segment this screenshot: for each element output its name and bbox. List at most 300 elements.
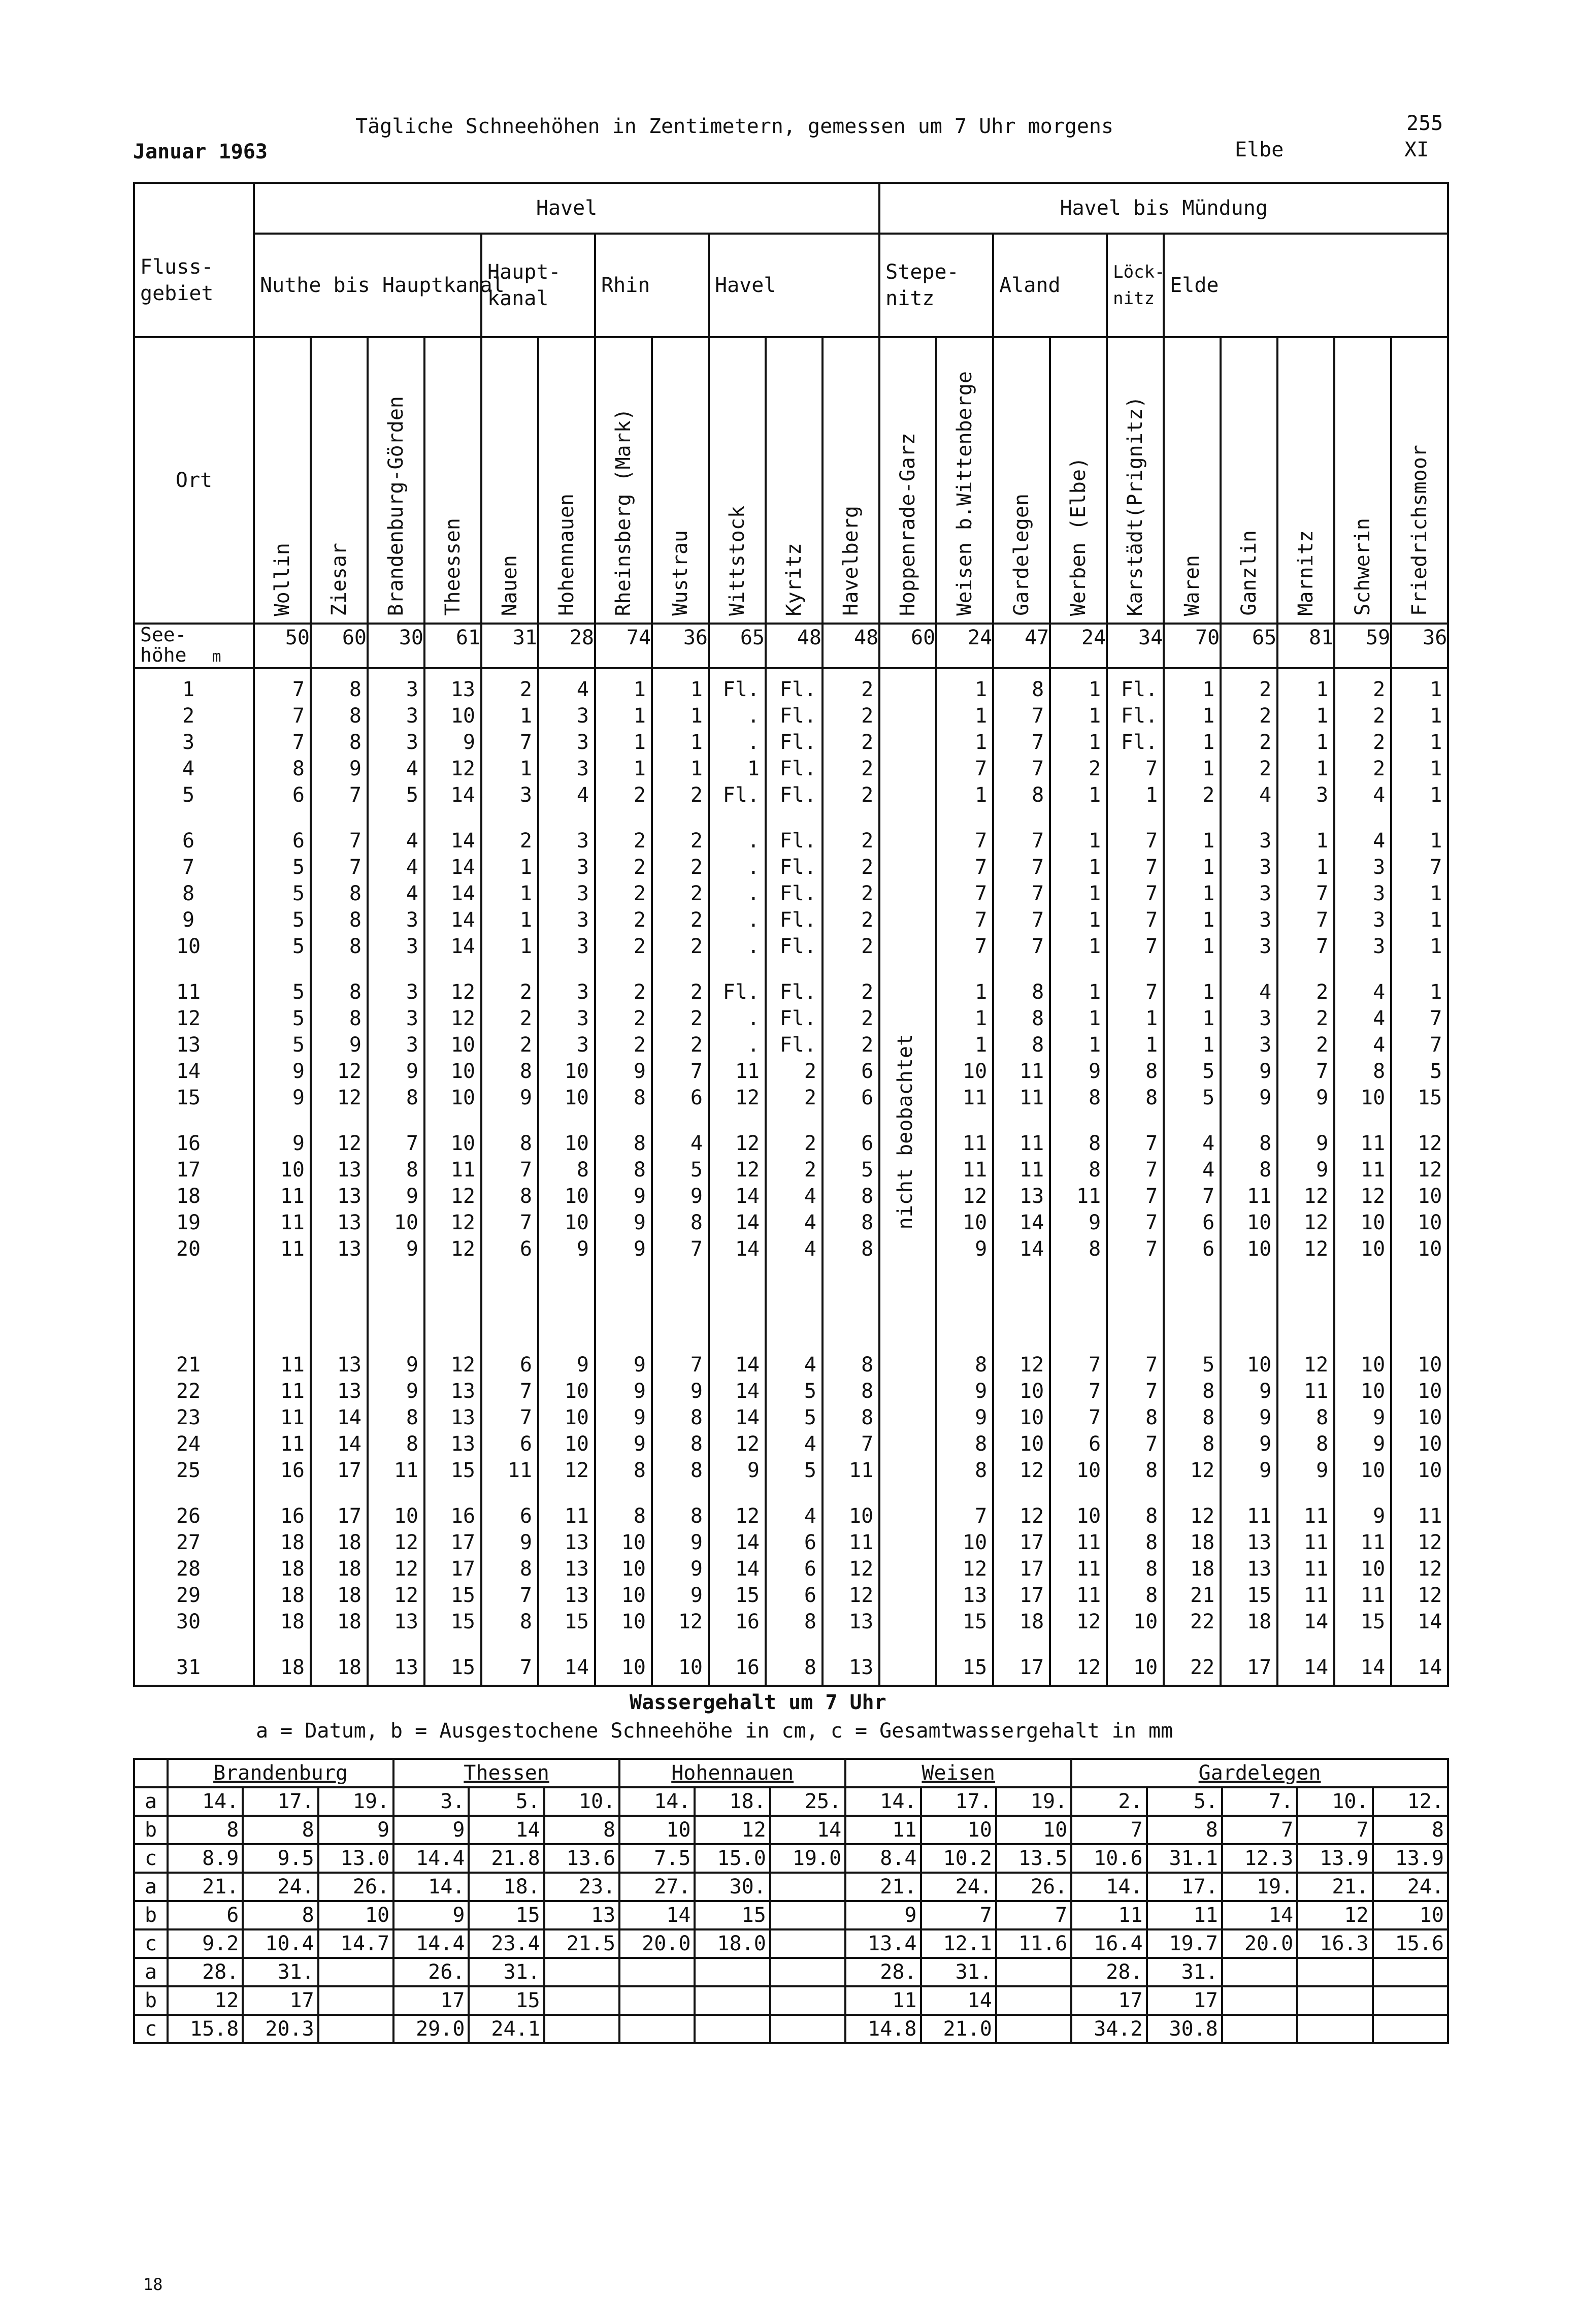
snow-value: 2 xyxy=(633,783,646,807)
snow-value: 18 xyxy=(280,1610,305,1634)
snow-value: 12 xyxy=(1360,1185,1386,1208)
snow-value: 7 xyxy=(1032,731,1044,754)
flussgebiet-label: Fluss- gebiet xyxy=(134,183,254,337)
snow-value: 11 xyxy=(280,1185,305,1208)
station-label: Ganzlin xyxy=(1237,530,1261,616)
snow-value: 2 xyxy=(1316,1007,1329,1030)
snow-value: 8 xyxy=(406,1406,418,1430)
value-column xyxy=(709,1639,766,1686)
snow-value: 8 xyxy=(975,1432,988,1456)
page-mark: 18 xyxy=(143,2275,163,2294)
snow-value: 11 xyxy=(280,1211,305,1234)
snow-value: 12 xyxy=(735,1158,760,1182)
snow-value: 6 xyxy=(861,1132,874,1155)
station-label: Rheinsberg (Mark) xyxy=(612,408,635,616)
snow-value: 16 xyxy=(735,1656,760,1680)
water-value: 9 xyxy=(845,1901,920,1929)
value-column xyxy=(1334,964,1391,1115)
snow-value: 7 xyxy=(975,1504,988,1528)
snow-value: 13 xyxy=(848,1656,874,1680)
snow-value: 1 xyxy=(519,757,532,780)
snow-value: 3 xyxy=(576,908,589,932)
snow-value: 14 xyxy=(450,829,475,853)
snow-value: 1 xyxy=(690,704,703,728)
snow-value: 11 xyxy=(1076,1584,1101,1608)
value-column xyxy=(823,964,879,1115)
value-column xyxy=(1107,1336,1164,1488)
snow-value: 1 xyxy=(1089,882,1101,905)
snow-value: 4 xyxy=(1373,783,1386,807)
snow-value: 10 xyxy=(1418,1237,1442,1261)
water-value: 13.5 xyxy=(996,1844,1071,1873)
value-column xyxy=(1164,1336,1221,1488)
value-column xyxy=(481,1639,538,1686)
station-1 xyxy=(311,337,368,624)
water-value: 14 xyxy=(1222,1901,1297,1929)
ort-label: Ort xyxy=(134,337,254,624)
snow-value: 9 xyxy=(406,1060,418,1083)
snow-value: 9 xyxy=(519,1086,532,1109)
value-column xyxy=(1334,668,1391,812)
snow-value: 11 xyxy=(1360,1132,1386,1155)
snow-value: 1 xyxy=(975,678,988,701)
snow-value: 1 xyxy=(519,704,532,728)
snow-value: 13 xyxy=(564,1584,589,1608)
value-column xyxy=(254,1639,311,1686)
snow-value: 2 xyxy=(690,882,703,905)
water-value xyxy=(1222,1958,1297,1986)
station-9 xyxy=(766,337,823,624)
day-number: 20 xyxy=(176,1237,201,1261)
snow-value: 6 xyxy=(804,1584,816,1608)
snow-value: 6 xyxy=(519,1237,532,1261)
water-value: 20.3 xyxy=(243,2015,318,2043)
snow-value: 10 xyxy=(621,1584,646,1608)
snow-value: 4 xyxy=(1202,1158,1215,1182)
water-value: 16.4 xyxy=(1071,1929,1146,1958)
snow-value: 4 xyxy=(406,856,418,879)
snow-value: 10 xyxy=(1076,1459,1101,1483)
snow-value: 15 xyxy=(450,1610,475,1634)
snow-value: 17 xyxy=(1019,1656,1044,1680)
station-3 xyxy=(424,337,481,624)
snow-value: 8 xyxy=(349,882,361,905)
snow-value: 1 xyxy=(1089,704,1101,728)
day-column xyxy=(134,1336,254,1488)
water-value: 8 xyxy=(544,1816,619,1844)
snow-value: 3 xyxy=(576,704,589,728)
snow-value: 9 xyxy=(406,1380,418,1403)
snow-value: 8 xyxy=(861,1406,874,1430)
snow-value: Fl. xyxy=(722,678,760,701)
water-value xyxy=(695,2015,770,2043)
value-column xyxy=(595,964,652,1115)
value-column xyxy=(368,1639,424,1686)
snow-value: 1 xyxy=(975,783,988,807)
station-label: Werben (Elbe) xyxy=(1067,456,1091,616)
water-row xyxy=(134,2015,1448,2043)
snow-value: 6 xyxy=(690,1086,703,1109)
snow-value: 2 xyxy=(1259,757,1272,780)
value-column xyxy=(1391,668,1448,812)
water-value: 8.9 xyxy=(168,1844,243,1873)
snow-value: 13 xyxy=(450,678,475,701)
snow-value: 15 xyxy=(450,1656,475,1680)
snow-value: 12 xyxy=(1190,1459,1215,1483)
snow-value: 7 xyxy=(292,678,305,701)
snow-value: Fl. xyxy=(779,783,816,807)
day-number: 13 xyxy=(176,1033,201,1057)
water-value xyxy=(996,1958,1071,1986)
snow-value: 8 xyxy=(1032,678,1044,701)
value-column xyxy=(993,1336,1050,1488)
water-value xyxy=(1297,2015,1372,2043)
snow-value: 9 xyxy=(633,1211,646,1234)
value-column xyxy=(1221,1488,1277,1639)
snow-value: 3 xyxy=(406,704,418,728)
snow-value: 11 xyxy=(1019,1132,1044,1155)
snow-value: 12 xyxy=(337,1086,361,1109)
snow-value: 9 xyxy=(1373,1504,1386,1528)
water-value: 23.4 xyxy=(469,1929,544,1958)
snow-value: 7 xyxy=(1316,1060,1329,1083)
snow-value: Fl. xyxy=(779,731,816,754)
snow-value: 12 xyxy=(1418,1557,1442,1581)
snow-value: 1 xyxy=(1202,980,1215,1004)
snow-value: 12 xyxy=(450,1211,475,1234)
snow-value: Fl. xyxy=(722,783,760,807)
value-column xyxy=(538,964,595,1115)
station-label: Nauen xyxy=(498,554,521,616)
water-legend: a = Datum, b = Ausgestochene Schneehöhe in cm, c = Gesamtwassergehalt in mm xyxy=(256,1719,1173,1743)
snow-value: 10 xyxy=(1418,1353,1442,1377)
snow-value: 8 xyxy=(1089,1132,1101,1155)
snow-value: 8 xyxy=(406,1158,418,1182)
snow-value: 9 xyxy=(292,1132,305,1155)
snow-value: 10 xyxy=(1418,1406,1442,1430)
snow-value: 5 xyxy=(406,783,418,807)
value-column xyxy=(424,1639,481,1686)
snow-value: 2 xyxy=(804,1086,816,1109)
value-column xyxy=(595,1336,652,1488)
day-number: 9 xyxy=(182,908,195,932)
snow-value: 13 xyxy=(450,1432,475,1456)
snow-value: 7 xyxy=(1089,1406,1101,1430)
snow-value: 2 xyxy=(633,856,646,879)
snow-value: 12 xyxy=(962,1557,988,1581)
month-label: Januar 1963 xyxy=(133,140,268,163)
snow-value: 2 xyxy=(1373,678,1386,701)
snow-value: 8 xyxy=(349,935,361,958)
snow-value: 3 xyxy=(1373,908,1386,932)
snow-value: 3 xyxy=(1373,856,1386,879)
snow-value: 2 xyxy=(861,1033,874,1057)
elevation-6: 74 xyxy=(595,624,652,668)
snow-value: 8 xyxy=(1145,1584,1158,1608)
water-value: 7 xyxy=(921,1901,996,1929)
snow-value: 8 xyxy=(292,757,305,780)
water-value: 7 xyxy=(1071,1816,1146,1844)
day-number: 18 xyxy=(176,1185,201,1208)
snow-value: 12 xyxy=(678,1610,703,1634)
snow-value: 1 xyxy=(1145,783,1158,807)
value-column xyxy=(1221,1115,1277,1336)
snow-value: 5 xyxy=(292,935,305,958)
snow-value: 2 xyxy=(1259,704,1272,728)
value-column xyxy=(1334,1336,1391,1488)
group-havel-muendung: Havel bis Mündung xyxy=(879,183,1448,234)
snow-value: Fl. xyxy=(779,678,816,701)
snow-value: 10 xyxy=(564,1432,589,1456)
water-value: 17 xyxy=(1071,1986,1146,2015)
value-column xyxy=(879,668,936,812)
water-value: 18.0 xyxy=(695,1929,770,1958)
water-row-label: c xyxy=(134,1929,168,1958)
snow-value: 9 xyxy=(1259,1086,1272,1109)
snow-value: 3 xyxy=(1259,1007,1272,1030)
snow-value: 7 xyxy=(519,1584,532,1608)
snow-value: 8 xyxy=(1145,1531,1158,1555)
snow-value: 2 xyxy=(1089,757,1101,780)
snow-value: 10 xyxy=(564,1132,589,1155)
snow-value: 11 xyxy=(848,1459,874,1483)
snow-value: 2 xyxy=(861,704,874,728)
snow-value: 9 xyxy=(690,1380,703,1403)
snow-value: 1 xyxy=(1202,757,1215,780)
snow-value: 1 xyxy=(1202,856,1215,879)
snow-value: 10 xyxy=(1019,1380,1044,1403)
day-number: 11 xyxy=(176,980,201,1004)
snow-value: 1 xyxy=(1202,1033,1215,1057)
snow-value: 8 xyxy=(804,1610,816,1634)
snow-value: 3 xyxy=(576,1033,589,1057)
snow-value: 7 xyxy=(975,757,988,780)
snow-value: 15 xyxy=(735,1584,760,1608)
station-label: Ziesar xyxy=(327,542,351,616)
value-column xyxy=(1050,964,1107,1115)
snow-value: 2 xyxy=(690,1033,703,1057)
water-value xyxy=(1297,1958,1372,1986)
snow-value: 1 xyxy=(519,856,532,879)
snow-value: 11 xyxy=(1303,1380,1329,1403)
value-column xyxy=(1277,1336,1334,1488)
snow-value: Fl. xyxy=(779,1033,816,1057)
snow-value: 8 xyxy=(1145,1086,1158,1109)
snow-value: 1 xyxy=(1089,1007,1101,1030)
snow-value: 7 xyxy=(1145,757,1158,780)
water-value: 34.2 xyxy=(1071,2015,1146,2043)
snow-value: 12 xyxy=(1418,1158,1442,1182)
station-label: Marnitz xyxy=(1294,530,1318,616)
snow-value: 10 xyxy=(450,704,475,728)
snow-value: 2 xyxy=(633,908,646,932)
snow-value: 1 xyxy=(633,704,646,728)
snow-depth-table xyxy=(133,182,1447,1685)
snow-value: 7 xyxy=(349,829,361,853)
water-value xyxy=(619,1958,695,1986)
snow-value: 8 xyxy=(1089,1237,1101,1261)
elevation-5: 28 xyxy=(538,624,595,668)
snow-value: 1 xyxy=(1430,882,1442,905)
snow-value: 14 xyxy=(735,1353,760,1377)
snow-value: 8 xyxy=(1089,1158,1101,1182)
snow-value: 1 xyxy=(690,678,703,701)
snow-value: 4 xyxy=(406,882,418,905)
snow-value: Fl. xyxy=(779,757,816,780)
snow-value: 14 xyxy=(1418,1610,1442,1634)
value-column xyxy=(254,812,311,964)
river-1: Haupt- kanal xyxy=(481,234,595,337)
snow-value: 11 xyxy=(1418,1504,1442,1528)
snow-value: Fl. xyxy=(779,704,816,728)
snow-value: 13 xyxy=(337,1158,361,1182)
day-number: 7 xyxy=(182,856,195,879)
snow-value: 12 xyxy=(337,1132,361,1155)
water-value: 18. xyxy=(469,1873,544,1901)
water-value: 8 xyxy=(1373,1816,1448,1844)
value-column xyxy=(709,964,766,1115)
snow-value: 14 xyxy=(1019,1237,1044,1261)
snow-value: 5 xyxy=(804,1459,816,1483)
value-column xyxy=(481,812,538,964)
water-value: 15 xyxy=(469,1901,544,1929)
water-value: 19.0 xyxy=(770,1844,845,1873)
station-label: Kyritz xyxy=(782,542,806,616)
snow-value: 3 xyxy=(576,1007,589,1030)
elevation-12: 24 xyxy=(936,624,993,668)
snow-value: 4 xyxy=(804,1185,816,1208)
snow-value: 8 xyxy=(1373,1060,1386,1083)
river-3: Havel xyxy=(709,234,879,337)
water-station-4: Gardelegen xyxy=(1071,1759,1448,1787)
value-column xyxy=(766,1115,823,1336)
snow-value: 9 xyxy=(463,731,475,754)
value-column xyxy=(481,964,538,1115)
river-4: Stepe- nitz xyxy=(879,234,993,337)
water-value: 23. xyxy=(544,1873,619,1901)
snow-value: 5 xyxy=(804,1380,816,1403)
day-number: 24 xyxy=(176,1432,201,1456)
value-column xyxy=(1164,1639,1221,1686)
water-row xyxy=(134,1986,1448,2015)
value-column xyxy=(879,812,936,964)
snow-value: 9 xyxy=(406,1185,418,1208)
snow-value: 12 xyxy=(962,1185,988,1208)
snow-value: 4 xyxy=(406,757,418,780)
day-number: 2 xyxy=(182,704,195,728)
water-value: 12.1 xyxy=(921,1929,996,1958)
water-value: 17 xyxy=(243,1986,318,2015)
water-value: 13.4 xyxy=(845,1929,920,1958)
water-value: 14.4 xyxy=(393,1844,469,1873)
value-column xyxy=(424,668,481,812)
snow-value: 3 xyxy=(1259,935,1272,958)
value-column xyxy=(936,1115,993,1336)
value-column xyxy=(993,812,1050,964)
snow-value: 6 xyxy=(804,1531,816,1555)
snow-value: 6 xyxy=(519,1353,532,1377)
snow-value: 8 xyxy=(406,1432,418,1456)
water-value: 7 xyxy=(996,1901,1071,1929)
water-value: 19.7 xyxy=(1147,1929,1222,1958)
snow-value: 10 xyxy=(678,1656,703,1680)
snow-value: 1 xyxy=(1089,856,1101,879)
value-column xyxy=(993,1488,1050,1639)
snow-value: 16 xyxy=(450,1504,475,1528)
snow-value: 12 xyxy=(450,1353,475,1377)
snow-value: 9 xyxy=(690,1185,703,1208)
value-column xyxy=(481,1115,538,1336)
snow-value: 2 xyxy=(519,829,532,853)
snow-value: 22 xyxy=(1190,1610,1215,1634)
snow-value: 13 xyxy=(1246,1531,1272,1555)
water-station-3: Weisen xyxy=(845,1759,1071,1787)
water-value: 10.6 xyxy=(1071,1844,1146,1873)
value-column xyxy=(1107,964,1164,1115)
water-value: 14. xyxy=(1071,1873,1146,1901)
day-number: 26 xyxy=(176,1504,201,1528)
snow-value: 7 xyxy=(1145,935,1158,958)
snow-value: 9 xyxy=(1259,1060,1272,1083)
water-value xyxy=(770,1873,845,1901)
value-column xyxy=(766,964,823,1115)
snow-value: 7 xyxy=(1316,935,1329,958)
snow-value: 9 xyxy=(747,1459,760,1483)
snow-value: 6 xyxy=(1202,1211,1215,1234)
snow-value: 9 xyxy=(349,1033,361,1057)
water-value: 12. xyxy=(1373,1787,1448,1816)
snow-value: 11 xyxy=(848,1531,874,1555)
station-12 xyxy=(936,337,993,624)
snow-value: 13 xyxy=(564,1557,589,1581)
snow-value: 14 xyxy=(337,1406,361,1430)
water-value: 19. xyxy=(1222,1873,1297,1901)
elevation-0: 50 xyxy=(254,624,311,668)
not-observed-label: nicht beobachtet xyxy=(894,1034,917,1230)
snow-value: 9 xyxy=(1316,1459,1329,1483)
snow-value: 8 xyxy=(1145,1557,1158,1581)
snow-value: 10 xyxy=(564,1380,589,1403)
snow-value: Fl. xyxy=(779,980,816,1004)
snow-value: 8 xyxy=(861,1353,874,1377)
snow-value: 8 xyxy=(349,980,361,1004)
water-value: 24.1 xyxy=(469,2015,544,2043)
snow-value: 10 xyxy=(564,1406,589,1430)
elevation-10: 48 xyxy=(823,624,879,668)
river-6: Löck- nitz xyxy=(1107,234,1164,337)
water-value: 7.5 xyxy=(619,1844,695,1873)
snow-value: 14 xyxy=(450,856,475,879)
snow-value: 12 xyxy=(1418,1132,1442,1155)
value-column xyxy=(879,1336,936,1488)
snow-value: 4 xyxy=(804,1432,816,1456)
snow-value: 12 xyxy=(1019,1353,1044,1377)
snow-value: 1 xyxy=(1316,704,1329,728)
snow-value: 12 xyxy=(564,1459,589,1483)
water-value: 10 xyxy=(1373,1901,1448,1929)
value-column xyxy=(652,1639,709,1686)
snow-value: 11 xyxy=(1019,1158,1044,1182)
value-column xyxy=(595,1639,652,1686)
snow-value: 6 xyxy=(1202,1237,1215,1261)
value-column xyxy=(993,964,1050,1115)
value-column xyxy=(993,1639,1050,1686)
water-value: 21. xyxy=(845,1873,920,1901)
snow-value: 9 xyxy=(1089,1211,1101,1234)
snow-value: 12 xyxy=(1019,1459,1044,1483)
water-value: 31. xyxy=(1147,1958,1222,1986)
snow-value: 2 xyxy=(1373,731,1386,754)
